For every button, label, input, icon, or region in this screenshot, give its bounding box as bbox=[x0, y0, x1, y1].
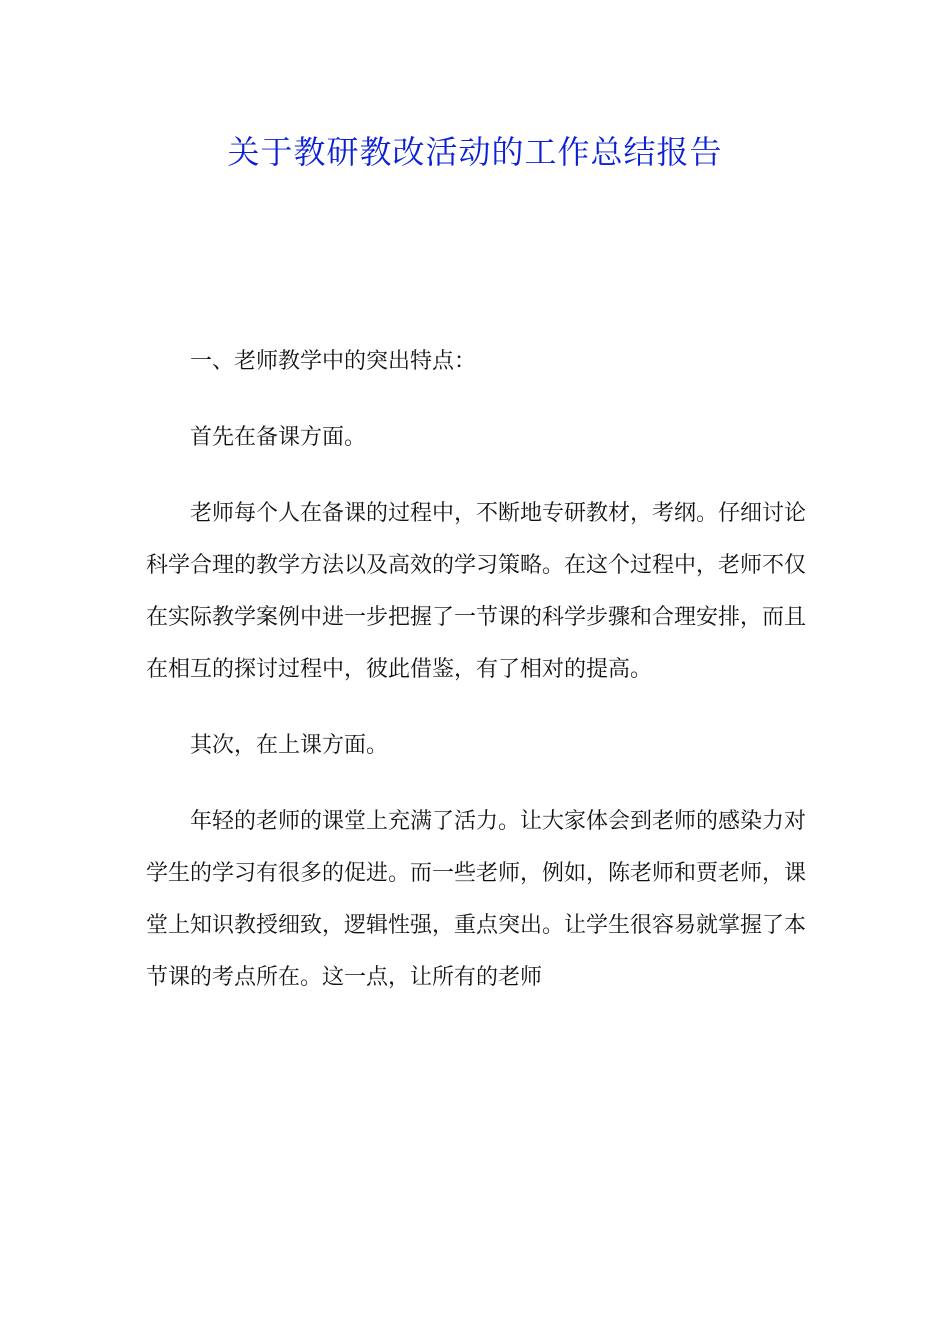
document-title: 关于教研教改活动的工作总结报告 bbox=[227, 133, 723, 171]
paragraph-class: 年轻的老师的课堂上充满了活力。让大家体会到老师的感染力对学生的学习有很多的促进。而一些老师，例如，陈老师和贾老师，课堂上知识教授细致，逻辑性强，重点突出。让学生很容易就掌握了本节课的考点所在。这一点，让所有的老师 bbox=[146, 809, 807, 990]
section-heading: 一、老师教学中的突出特点： bbox=[190, 349, 477, 374]
paragraph-lesson-prep: 老师每个人在备课的过程中，不断地专研教材，考纲。仔细讨论科学合理的教学方法以及高效的学习策略。在这个过程中，老师不仅在实际教学案例中进一步把握了一节课的科学步骤和合理安排，而且在相互的探讨过程中，彼此借鉴，有了相对的提高。 bbox=[146, 501, 807, 682]
document-body bbox=[146, 336, 806, 1028]
paragraph-class-heading: 其次，在上课方面。 bbox=[190, 733, 389, 758]
paragraph-lesson-prep-heading: 首先在备课方面。 bbox=[190, 425, 367, 450]
